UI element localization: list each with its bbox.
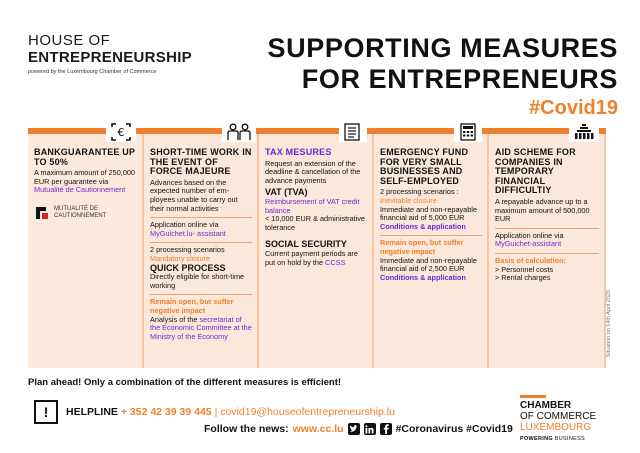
emergency-remain-open-label: Remain open, but suffer negative impact [380, 238, 464, 256]
helpline-label: HELPLINE [66, 406, 118, 418]
social-security-text [265, 250, 367, 267]
chamber-of-commerce-logo [520, 395, 616, 442]
aid-scheme-title: AID SCHEME FOR COMPANIES IN TEMPORARY FINANCIAL DIFFICULTIY [495, 147, 576, 196]
social-security-desc: Current payment periods are put on hold by the [265, 248, 358, 267]
emergency-aid-5000-text: Immediate and non-repayable financial aid of 5,000 EUR [380, 204, 477, 223]
situation-date-note: Situation on 14th April 2020 [606, 290, 612, 358]
bank-guarantee-title: BANKGUARANTEE UP TO 50% [34, 147, 136, 167]
short-time-work-text: Advances based on the expected number of em- ployees unable to carry out their normal activities [150, 177, 238, 213]
chamber-line-3: LUXEMBOURG [520, 422, 592, 433]
bank-guarantee-desc: A maximum amount of 250,000 EUR per guarantee via [34, 168, 135, 186]
chamber-tag-rest: BUSINESS [554, 436, 586, 442]
chamber-logo-bar [520, 395, 546, 398]
myguichet-assistant-link-2[interactable]: MyGuichet-assistant [495, 239, 562, 249]
social-security-title: SOCIAL SECURITY [265, 239, 347, 250]
document-icon [339, 122, 367, 142]
twitter-icon[interactable] [348, 423, 360, 435]
euro-icon [106, 122, 136, 142]
follow-the-news [204, 423, 513, 435]
headline-line-2: FOR ENTREPRENEURS [301, 64, 618, 94]
logo-tagline: powered by the Luxembourg Chamber of Commerce [28, 69, 157, 75]
exclamation-icon: ! [34, 400, 58, 424]
house-of-entrepreneurship-logo [28, 33, 192, 75]
helpline-email[interactable]: covid19@houseofentrepreneurship.lu [220, 406, 395, 418]
short-time-work-title: SHORT-TIME WORK IN THE EVENT OF FORCE MAJEURE [150, 147, 252, 177]
vat-title: VAT (TVA) [265, 187, 308, 198]
mutualite-link[interactable]: Mutualité de Cautionnement [34, 185, 126, 195]
headline-hashtag: #Covid19 [529, 97, 618, 119]
helpline-number[interactable]: + 352 42 39 39 445 [120, 406, 212, 418]
quick-process-title: QUICK PROCESS [150, 262, 226, 273]
chamber-line-2: OF COMMERCE [520, 411, 597, 422]
building-icon [569, 122, 599, 142]
remain-open-label: Remain open, but suffer negative impact [150, 297, 234, 315]
calculator-icon [454, 122, 482, 142]
tax-measures-text: Request an extension of the deadline & cancellation of the advance payments [265, 158, 361, 185]
logo-line-2: ENTREPRENEURSHIP [28, 49, 192, 66]
quick-process-text: Directly eligible for short-time working [150, 272, 245, 290]
tax-measures-title: TAX MESURES [265, 147, 332, 157]
vat-text: < 10,000 EUR & administrative tolerance [265, 214, 365, 232]
svg-text:€: € [117, 126, 125, 139]
headline-line-1: SUPPORTING MEASURES [267, 33, 618, 63]
analysis-text [150, 316, 252, 342]
personnel-costs-item: > Personnel costs [495, 264, 554, 274]
hashtags: #Coronavirus #Covid19 [395, 423, 513, 435]
helpline-divider: | [214, 406, 218, 418]
conditions-application-link-1[interactable]: Conditions & application [380, 221, 466, 231]
linkedin-icon[interactable] [364, 423, 376, 435]
column-bank-guarantee [28, 126, 144, 368]
mutualite-logo-line-2: CAUTIONNEMENT [54, 212, 107, 219]
aid-scheme-text: A repayable advance up to a maximum amount of 500,000 EUR [495, 196, 590, 224]
conditions-application-link-2[interactable]: Conditions & application [380, 272, 466, 282]
spacer [265, 232, 367, 237]
mutualite-logo [34, 205, 137, 221]
mandatory-closure-label: Mandatory closure [150, 253, 211, 263]
short-time-apply-text: Application online via [150, 220, 219, 230]
secretariat-link[interactable]: secretariat of the Economic Committee at the Ministry of the Economy [150, 314, 252, 341]
follow-label: Follow the news: [204, 423, 289, 435]
emergency-scenarios-text: 2 processing scenarios : [380, 187, 459, 197]
mutualite-logo-mark [34, 205, 50, 221]
column-aid-scheme [489, 134, 606, 368]
column-tax-measures [259, 134, 374, 368]
aid-apply-text: Application online via [495, 230, 564, 240]
bank-guarantee-text [34, 169, 137, 195]
emergency-aid-2500-text: Immediate and non-repayable financial aid of 2,500 EUR [380, 255, 477, 274]
divider [150, 294, 252, 295]
analysis-prefix: Analysis of the [150, 314, 198, 324]
myguichet-assistant-link[interactable]: MyGuichet.lu- assistant [150, 228, 226, 238]
mutualite-logo-line-1: MUTUALITÉ DE [54, 205, 99, 212]
column-emergency-fund [374, 134, 489, 368]
inevitable-closure-label: Inevitable closure [380, 195, 437, 205]
mutualite-logo-text [54, 206, 106, 220]
people-icon [222, 122, 256, 142]
divider [495, 253, 599, 254]
helpline [66, 406, 395, 418]
plan-ahead-text: Plan ahead! Only a combination of the different measures is efficient! [28, 377, 342, 388]
emergency-fund-title: EMERGENCY FUND FOR VERY SMALL BUSINESSES AND SELF-EMPLOYED [380, 147, 469, 186]
chamber-tag-bold: POWERING [520, 436, 553, 442]
logo-line-1: HOUSE OF [28, 32, 111, 49]
divider [150, 217, 252, 218]
cc-lu-link[interactable]: www.cc.lu [292, 423, 344, 435]
chamber-line-1: CHAMBER [520, 400, 572, 411]
processing-scenarios-text: 2 processing scenarios [150, 245, 225, 255]
column-short-time-work [144, 134, 259, 368]
ccss-link[interactable]: CCSS [325, 257, 346, 267]
divider [495, 228, 599, 229]
vat-reimbursement-link[interactable]: Reimbursement of VAT credit balance [265, 196, 360, 215]
divider [380, 235, 482, 236]
basis-of-calculation-label: Basis of calculation: [495, 255, 566, 265]
facebook-icon[interactable] [380, 423, 392, 435]
chamber-tagline [520, 436, 616, 442]
headline [268, 33, 618, 120]
rental-charges-item: > Rental charges [495, 273, 551, 283]
divider [150, 242, 252, 243]
